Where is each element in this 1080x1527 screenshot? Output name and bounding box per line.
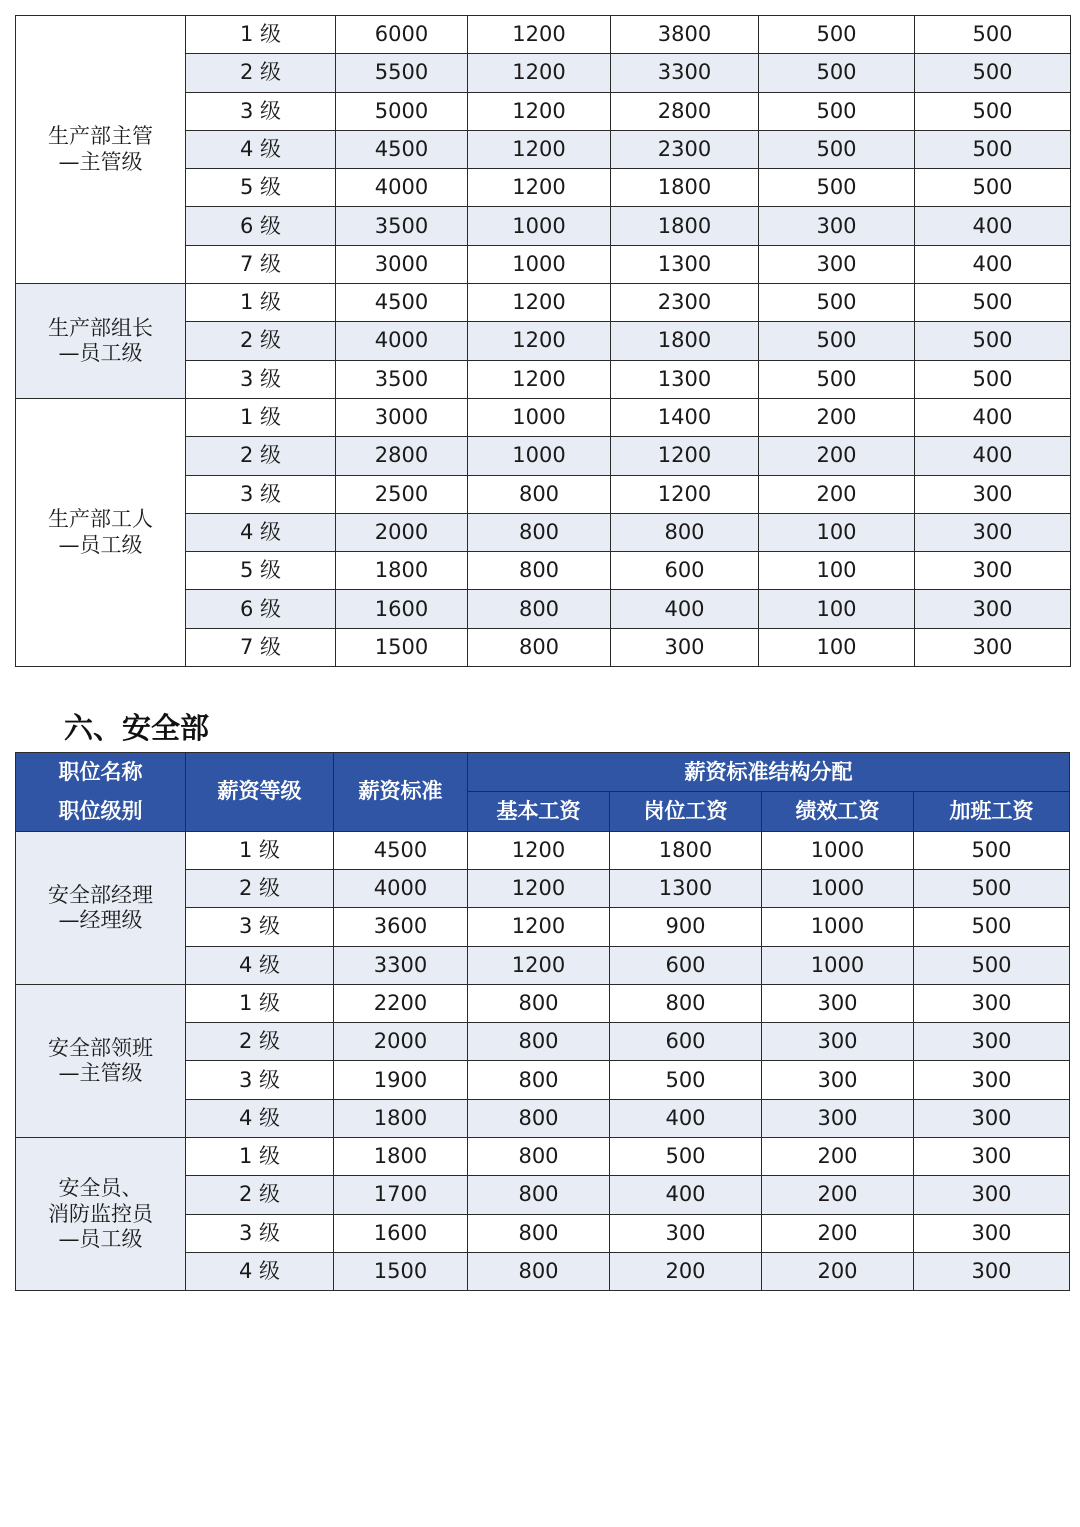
grade-number: 1 <box>238 1144 253 1169</box>
position-cell <box>16 284 186 399</box>
table-row <box>16 984 1070 1022</box>
grade-suffix: 级 <box>259 1105 281 1130</box>
standard-cell: 2800 <box>336 437 468 475</box>
grade-cell <box>186 552 336 590</box>
overtime-wage-cell: 300 <box>914 1214 1070 1252</box>
basic-wage-cell: 1000 <box>468 398 611 436</box>
table-row <box>16 831 1070 869</box>
post-wage-cell: 300 <box>610 1214 762 1252</box>
standard-cell: 1800 <box>336 552 468 590</box>
grade-number: 4 <box>238 1259 253 1283</box>
position-line: —经理级 <box>58 907 143 932</box>
post-wage-cell: 800 <box>610 984 762 1022</box>
grade-cell <box>186 169 336 207</box>
standard-cell: 5000 <box>336 92 468 130</box>
header-performance-wage: 绩效工资 <box>762 792 914 831</box>
section-title-safety: 六、安全部 <box>64 711 210 745</box>
basic-wage-cell: 800 <box>468 1023 610 1061</box>
performance-wage-cell: 200 <box>762 1252 914 1290</box>
grade-suffix: 级 <box>259 990 281 1015</box>
position-cell <box>16 398 186 666</box>
grade-suffix: 级 <box>260 175 282 200</box>
performance-wage-cell: 500 <box>759 130 915 168</box>
overtime-wage-cell: 500 <box>915 130 1071 168</box>
grade-suffix: 级 <box>259 952 281 977</box>
post-wage-cell: 400 <box>610 1176 762 1214</box>
position-line: —员工级 <box>58 1226 143 1251</box>
post-wage-cell: 1300 <box>611 360 759 398</box>
post-wage-cell: 600 <box>611 552 759 590</box>
safety-salary-table <box>15 752 1070 1291</box>
position-line: —员工级 <box>58 341 143 366</box>
post-wage-cell: 2300 <box>611 284 759 322</box>
basic-wage-cell: 1200 <box>468 92 611 130</box>
post-wage-cell: 400 <box>610 1099 762 1137</box>
performance-wage-cell: 100 <box>759 552 915 590</box>
performance-wage-cell: 1000 <box>762 908 914 946</box>
standard-cell: 2500 <box>336 475 468 513</box>
grade-cell <box>186 1023 334 1061</box>
basic-wage-cell: 1000 <box>468 245 611 283</box>
basic-wage-cell: 1200 <box>468 946 610 984</box>
overtime-wage-cell: 300 <box>914 1099 1070 1137</box>
basic-wage-cell: 1000 <box>468 207 611 245</box>
standard-cell: 4000 <box>336 169 468 207</box>
overtime-wage-cell: 300 <box>915 628 1071 666</box>
grade-suffix: 级 <box>259 837 281 862</box>
position-line: —主管级 <box>58 1060 143 1085</box>
performance-wage-cell: 100 <box>759 628 915 666</box>
basic-wage-cell: 1200 <box>468 284 611 322</box>
grade-number: 2 <box>238 876 253 901</box>
position-line: 生产部组长 <box>48 315 153 340</box>
overtime-wage-cell: 400 <box>915 245 1071 283</box>
overtime-wage-cell: 500 <box>915 322 1071 360</box>
performance-wage-cell: 300 <box>762 1061 914 1099</box>
basic-wage-cell: 800 <box>468 475 611 513</box>
overtime-wage-cell: 300 <box>915 590 1071 628</box>
grade-cell <box>186 946 334 984</box>
grade-suffix: 级 <box>260 251 282 276</box>
overtime-wage-cell: 300 <box>914 1252 1070 1290</box>
grade-suffix: 级 <box>260 558 282 583</box>
grade-suffix: 级 <box>260 60 282 85</box>
header-standard: 薪资标准 <box>334 753 468 832</box>
table-row <box>16 16 1071 54</box>
overtime-wage-cell: 500 <box>915 54 1071 92</box>
grade-number: 2 <box>239 60 254 85</box>
post-wage-cell: 500 <box>610 1138 762 1176</box>
basic-wage-cell: 1200 <box>468 869 610 907</box>
standard-cell: 1500 <box>334 1252 468 1290</box>
grade-cell <box>186 1099 334 1137</box>
post-wage-cell: 3800 <box>611 16 759 54</box>
post-wage-cell: 900 <box>610 908 762 946</box>
standard-cell: 1600 <box>334 1214 468 1252</box>
grade-suffix: 级 <box>260 98 282 123</box>
overtime-wage-cell: 400 <box>915 398 1071 436</box>
standard-cell: 4500 <box>334 831 468 869</box>
overtime-wage-cell: 500 <box>915 92 1071 130</box>
basic-wage-cell: 1200 <box>468 908 610 946</box>
position-line: 安全部经理 <box>48 882 153 907</box>
performance-wage-cell: 500 <box>759 169 915 207</box>
position-line: 生产部工人 <box>48 507 153 532</box>
position-line: —主管级 <box>58 149 143 174</box>
position-line: 消防监控员 <box>48 1201 153 1226</box>
grade-number: 4 <box>238 1105 253 1130</box>
position-cell <box>16 16 186 284</box>
grade-cell <box>186 1252 334 1290</box>
overtime-wage-cell: 300 <box>915 513 1071 551</box>
safety-salary-table-header <box>16 753 1070 832</box>
standard-cell: 1600 <box>336 590 468 628</box>
post-wage-cell: 300 <box>611 628 759 666</box>
performance-wage-cell: 200 <box>762 1176 914 1214</box>
post-wage-cell: 3300 <box>611 54 759 92</box>
table-row <box>16 1138 1070 1176</box>
header-position-level: 职位级别 <box>58 798 143 823</box>
grade-suffix: 级 <box>260 443 282 468</box>
grade-cell <box>186 831 334 869</box>
standard-cell: 3300 <box>334 946 468 984</box>
basic-wage-cell: 1200 <box>468 54 611 92</box>
overtime-wage-cell: 300 <box>914 1176 1070 1214</box>
standard-cell: 3000 <box>336 398 468 436</box>
performance-wage-cell: 1000 <box>762 869 914 907</box>
post-wage-cell: 600 <box>610 1023 762 1061</box>
basic-wage-cell: 800 <box>468 1176 610 1214</box>
grade-cell <box>186 1138 334 1176</box>
post-wage-cell: 500 <box>610 1061 762 1099</box>
post-wage-cell: 600 <box>610 946 762 984</box>
post-wage-cell: 1300 <box>610 869 762 907</box>
grade-number: 3 <box>239 98 254 123</box>
basic-wage-cell: 800 <box>468 1099 610 1137</box>
overtime-wage-cell: 300 <box>914 1061 1070 1099</box>
grade-cell <box>186 207 336 245</box>
grade-suffix: 级 <box>260 22 282 47</box>
overtime-wage-cell: 300 <box>914 1023 1070 1061</box>
performance-wage-cell: 200 <box>759 475 915 513</box>
performance-wage-cell: 500 <box>759 322 915 360</box>
post-wage-cell: 1400 <box>611 398 759 436</box>
grade-cell <box>186 54 336 92</box>
grade-suffix: 级 <box>259 914 281 939</box>
grade-suffix: 级 <box>259 1029 281 1054</box>
production-salary-table <box>15 15 1071 667</box>
grade-number: 6 <box>239 213 254 238</box>
position-cell <box>16 1138 186 1291</box>
grade-number: 4 <box>238 952 253 977</box>
grade-number: 1 <box>239 405 254 430</box>
grade-suffix: 级 <box>260 405 282 430</box>
post-wage-cell: 1300 <box>611 245 759 283</box>
overtime-wage-cell: 500 <box>914 831 1070 869</box>
basic-wage-cell: 800 <box>468 552 611 590</box>
grade-suffix: 级 <box>259 1182 281 1207</box>
grade-cell <box>186 590 336 628</box>
grade-number: 7 <box>239 634 254 659</box>
grade-number: 3 <box>239 481 254 506</box>
performance-wage-cell: 500 <box>759 16 915 54</box>
grade-suffix: 级 <box>260 519 282 544</box>
standard-cell: 4500 <box>336 130 468 168</box>
grade-number: 4 <box>239 136 254 161</box>
production-salary-table-body <box>16 16 1071 667</box>
grade-cell <box>186 869 334 907</box>
standard-cell: 1800 <box>334 1099 468 1137</box>
grade-suffix: 级 <box>259 876 281 901</box>
overtime-wage-cell: 500 <box>915 16 1071 54</box>
post-wage-cell: 1800 <box>611 169 759 207</box>
overtime-wage-cell: 400 <box>915 207 1071 245</box>
performance-wage-cell: 200 <box>759 437 915 475</box>
position-line: 生产部主管 <box>48 124 153 149</box>
performance-wage-cell: 200 <box>759 398 915 436</box>
grade-number: 6 <box>239 596 254 621</box>
grade-number: 3 <box>238 1220 253 1245</box>
basic-wage-cell: 1200 <box>468 169 611 207</box>
performance-wage-cell: 200 <box>762 1214 914 1252</box>
grade-cell <box>186 475 336 513</box>
overtime-wage-cell: 500 <box>914 946 1070 984</box>
grade-suffix: 级 <box>259 1220 281 1245</box>
table-row <box>16 284 1071 322</box>
performance-wage-cell: 300 <box>759 245 915 283</box>
grade-number: 2 <box>239 443 254 468</box>
performance-wage-cell: 100 <box>759 513 915 551</box>
header-post-wage: 岗位工资 <box>610 792 762 831</box>
performance-wage-cell: 500 <box>759 360 915 398</box>
grade-suffix: 级 <box>260 366 282 391</box>
grade-number: 2 <box>238 1182 253 1207</box>
standard-cell: 6000 <box>336 16 468 54</box>
grade-cell <box>186 92 336 130</box>
standard-cell: 2000 <box>334 1023 468 1061</box>
performance-wage-cell: 1000 <box>762 946 914 984</box>
standard-cell: 1700 <box>334 1176 468 1214</box>
header-position <box>16 753 186 832</box>
grade-suffix: 级 <box>260 328 282 353</box>
grade-number: 3 <box>239 366 254 391</box>
header-grade: 薪资等级 <box>186 753 334 832</box>
basic-wage-cell: 1000 <box>468 437 611 475</box>
position-line: —员工级 <box>58 532 143 557</box>
post-wage-cell: 200 <box>610 1252 762 1290</box>
overtime-wage-cell: 500 <box>914 908 1070 946</box>
grade-cell <box>186 1176 334 1214</box>
basic-wage-cell: 800 <box>468 1061 610 1099</box>
basic-wage-cell: 1200 <box>468 16 611 54</box>
position-cell <box>16 984 186 1137</box>
grade-number: 5 <box>239 558 254 583</box>
grade-cell <box>186 322 336 360</box>
grade-suffix: 级 <box>259 1067 281 1092</box>
standard-cell: 5500 <box>336 54 468 92</box>
basic-wage-cell: 800 <box>468 984 610 1022</box>
basic-wage-cell: 800 <box>468 1252 610 1290</box>
grade-number: 5 <box>239 175 254 200</box>
grade-cell <box>186 16 336 54</box>
header-basic-wage: 基本工资 <box>468 792 610 831</box>
basic-wage-cell: 800 <box>468 513 611 551</box>
grade-suffix: 级 <box>260 596 282 621</box>
post-wage-cell: 1800 <box>610 831 762 869</box>
overtime-wage-cell: 300 <box>915 475 1071 513</box>
grade-cell <box>186 130 336 168</box>
post-wage-cell: 1200 <box>611 475 759 513</box>
post-wage-cell: 2300 <box>611 130 759 168</box>
grade-number: 2 <box>238 1029 253 1054</box>
grade-suffix: 级 <box>260 481 282 506</box>
grade-number: 1 <box>238 837 253 862</box>
position-cell <box>16 831 186 984</box>
grade-number: 1 <box>239 290 254 315</box>
post-wage-cell: 800 <box>611 513 759 551</box>
grade-number: 1 <box>239 22 254 47</box>
standard-cell: 3500 <box>336 360 468 398</box>
basic-wage-cell: 1200 <box>468 322 611 360</box>
header-overtime-wage: 加班工资 <box>914 792 1070 831</box>
performance-wage-cell: 500 <box>759 92 915 130</box>
grade-cell <box>186 437 336 475</box>
grade-cell <box>186 245 336 283</box>
post-wage-cell: 1200 <box>611 437 759 475</box>
post-wage-cell: 1800 <box>611 322 759 360</box>
standard-cell: 2000 <box>336 513 468 551</box>
grade-number: 1 <box>238 990 253 1015</box>
standard-cell: 3600 <box>334 908 468 946</box>
overtime-wage-cell: 400 <box>915 437 1071 475</box>
grade-cell <box>186 513 336 551</box>
basic-wage-cell: 1200 <box>468 130 611 168</box>
performance-wage-cell: 300 <box>762 1023 914 1061</box>
standard-cell: 3000 <box>336 245 468 283</box>
header-structure: 薪资标准结构分配 <box>468 753 1070 792</box>
grade-suffix: 级 <box>259 1259 281 1283</box>
standard-cell: 4000 <box>334 869 468 907</box>
grade-cell <box>186 1214 334 1252</box>
standard-cell: 2200 <box>334 984 468 1022</box>
post-wage-cell: 2800 <box>611 92 759 130</box>
overtime-wage-cell: 300 <box>914 1138 1070 1176</box>
position-line: 安全员、 <box>58 1176 143 1201</box>
standard-cell: 1900 <box>334 1061 468 1099</box>
standard-cell: 1800 <box>334 1138 468 1176</box>
basic-wage-cell: 800 <box>468 628 611 666</box>
grade-cell <box>186 1061 334 1099</box>
standard-cell: 3500 <box>336 207 468 245</box>
grade-suffix: 级 <box>260 136 282 161</box>
overtime-wage-cell: 500 <box>915 284 1071 322</box>
basic-wage-cell: 800 <box>468 1138 610 1176</box>
grade-cell <box>186 984 334 1022</box>
grade-cell <box>186 360 336 398</box>
basic-wage-cell: 1200 <box>468 360 611 398</box>
standard-cell: 4500 <box>336 284 468 322</box>
performance-wage-cell: 300 <box>762 1099 914 1137</box>
header-position-name: 职位名称 <box>58 760 143 784</box>
overtime-wage-cell: 500 <box>915 360 1071 398</box>
basic-wage-cell: 1200 <box>468 831 610 869</box>
safety-salary-table-body <box>16 831 1070 1291</box>
standard-cell: 4000 <box>336 322 468 360</box>
overtime-wage-cell: 300 <box>915 552 1071 590</box>
grade-number: 7 <box>239 251 254 276</box>
overtime-wage-cell: 500 <box>914 869 1070 907</box>
position-line: 安全部领班 <box>48 1035 153 1060</box>
performance-wage-cell: 300 <box>762 984 914 1022</box>
basic-wage-cell: 800 <box>468 590 611 628</box>
performance-wage-cell: 500 <box>759 54 915 92</box>
grade-number: 4 <box>239 519 254 544</box>
post-wage-cell: 1800 <box>611 207 759 245</box>
performance-wage-cell: 500 <box>759 284 915 322</box>
grade-suffix: 级 <box>260 634 282 659</box>
performance-wage-cell: 200 <box>762 1138 914 1176</box>
grade-suffix: 级 <box>260 290 282 315</box>
post-wage-cell: 400 <box>611 590 759 628</box>
grade-cell <box>186 908 334 946</box>
grade-number: 3 <box>238 1067 253 1092</box>
overtime-wage-cell: 500 <box>915 169 1071 207</box>
overtime-wage-cell: 300 <box>914 984 1070 1022</box>
grade-suffix: 级 <box>259 1144 281 1169</box>
standard-cell: 1500 <box>336 628 468 666</box>
grade-cell <box>186 398 336 436</box>
grade-cell <box>186 628 336 666</box>
grade-number: 3 <box>238 914 253 939</box>
grade-cell <box>186 284 336 322</box>
grade-suffix: 级 <box>260 213 282 238</box>
performance-wage-cell: 100 <box>759 590 915 628</box>
performance-wage-cell: 300 <box>759 207 915 245</box>
table-row <box>16 398 1071 436</box>
performance-wage-cell: 1000 <box>762 831 914 869</box>
grade-number: 2 <box>239 328 254 353</box>
basic-wage-cell: 800 <box>468 1214 610 1252</box>
